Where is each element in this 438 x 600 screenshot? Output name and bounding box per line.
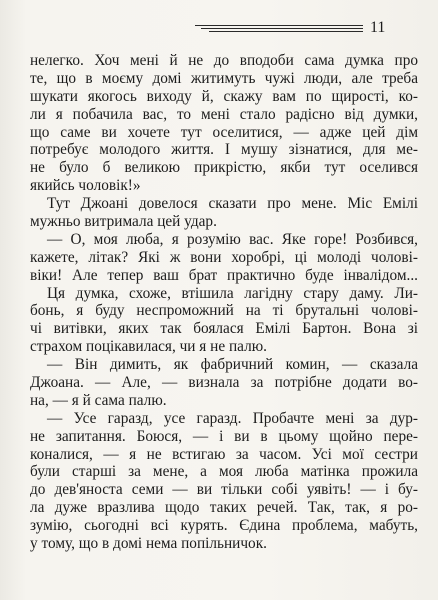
- text-line: не було б великою прикрістю, якби тут оселився: [30, 159, 418, 177]
- text-line: віки! Але тепер ваш брат практично буде інвалідом...: [30, 266, 418, 284]
- text-line: страхом поцікавилася, чи я не палю.: [30, 338, 267, 356]
- text-line: — Усе гаразд, усе гаразд. Пробачте мені за дур-: [47, 409, 418, 427]
- text-line: у тому, що в домі нема попільничок.: [30, 535, 267, 553]
- text-line: потребує молодого життя. І мушу зізнатися, для ме-: [30, 141, 418, 159]
- text-line: зумію, сьогодні всі курять. Єдина проблема, мабуть,: [30, 517, 418, 535]
- text-line: мужньо витримала цей удар.: [30, 213, 217, 231]
- text-line: Ця думка, схоже, втішила лагідну стару даму. Ли-: [47, 284, 418, 302]
- body-text: [30, 52, 418, 553]
- text-line: Джоана. — Але, — визнала за потрібне додати во-: [30, 374, 418, 392]
- header-rule-line: [201, 28, 363, 29]
- text-line: нелегко. Хоч мені й не до вподоби сама думка про: [30, 52, 418, 69]
- text-line: на, — я й сама палю.: [30, 391, 167, 409]
- text-line: — О, моя люба, я розумію вас. Яке горе! Розбився,: [47, 230, 418, 248]
- text-line: якийсь чоловік!»: [30, 177, 141, 195]
- text-line: бонь, я буду неспроможний на ті брутальні чолові-: [30, 302, 418, 320]
- header-rule: [195, 25, 363, 34]
- text-line: те, що в моєму домі житимуть чужі люди, але треба: [30, 69, 418, 87]
- page-number: 11: [370, 19, 386, 36]
- text-line: коналися, — я не встигаю за часом. Усі мої сестри: [30, 445, 418, 463]
- text-line: були старші за мене, а моя люба матінка прожила: [30, 463, 418, 481]
- header-rule-line: [195, 25, 363, 26]
- text-line: ла дуже вразлива щодо таких речей. Так, так, я ро-: [30, 499, 418, 517]
- text-line: не запитання. Боюся, — і ви в цьому щойно пере-: [30, 427, 418, 445]
- header-rule-line: [209, 31, 363, 32]
- text-line: — Він димить, як фабричний комин, — сказала: [47, 356, 418, 374]
- text-line: чі витівки, яких так боялася Емілі Бартон. Вона зі: [30, 320, 418, 338]
- text-line: ли я побачила вас, то мені стало радісно від думки,: [30, 105, 418, 123]
- text-line: кажете, літак? Які ж вони хоробрі, ці молоді чолові-: [30, 248, 418, 266]
- text-line: шукати якогось виходу й, скажу вам по щирості, ко-: [30, 87, 418, 105]
- text-line: Тут Джоані довелося сказати про мене. Міс Емілі: [47, 195, 418, 213]
- text-line: до дев'яноста семи — ви тільки собі уявіть! — і бу-: [30, 481, 418, 499]
- text-line: що саме ви хочете тут оселитися, — адже цей дім: [30, 123, 418, 141]
